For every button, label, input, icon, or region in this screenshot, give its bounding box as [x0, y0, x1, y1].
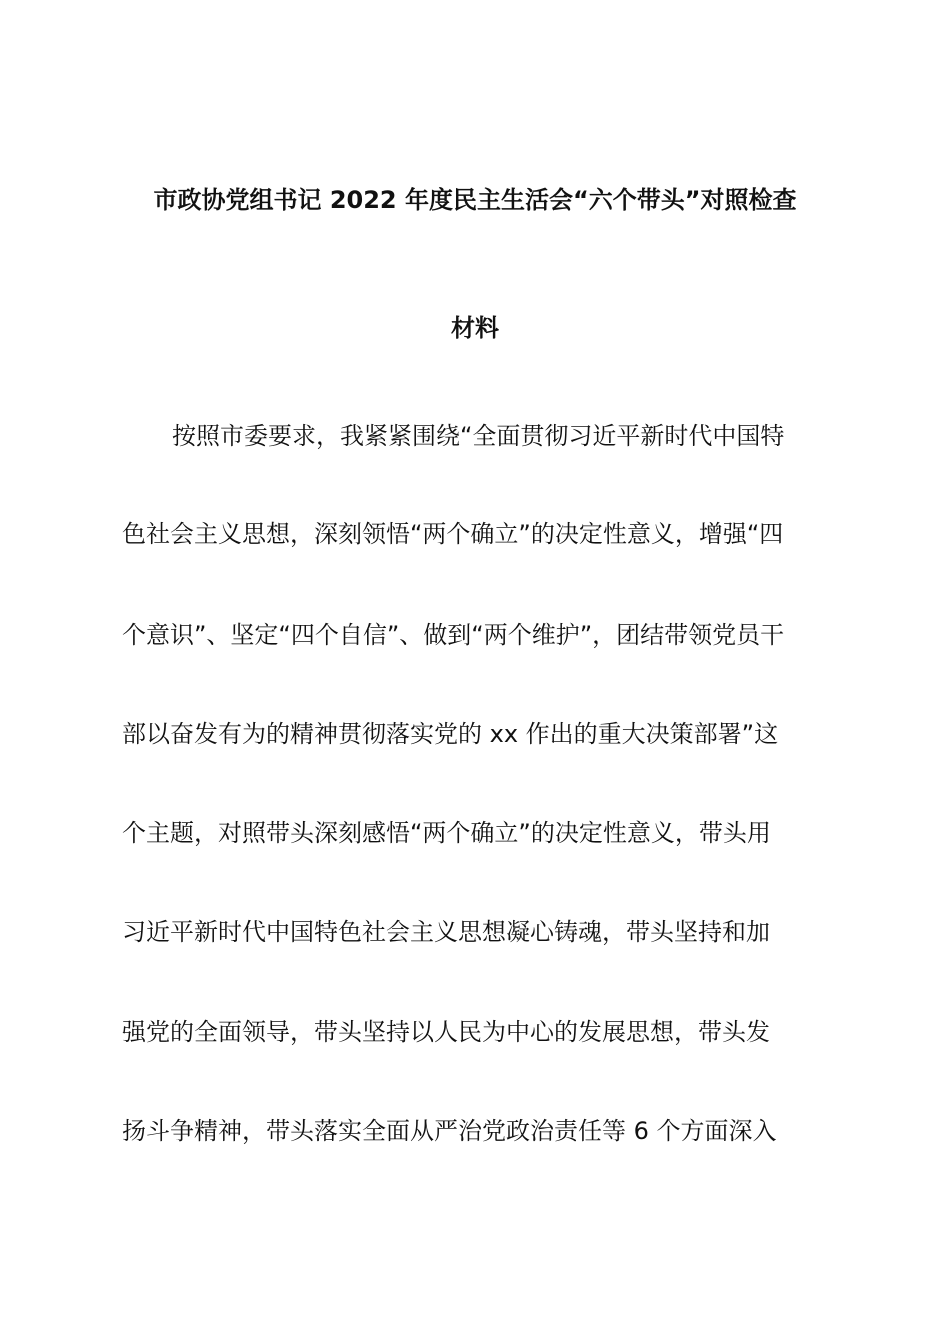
paragraph-line-5: 个主题，对照带头深刻感悟“两个确立”的决定性意义，带头用 [122, 819, 771, 847]
document-title-line-2: 材料 [451, 314, 499, 342]
paragraph-line-7: 强党的全面领导，带头坚持以人民为中心的发展思想，带头发 [122, 1018, 770, 1046]
document-title-line-1: 市政协党组书记 2022 年度民主生活会“六个带头”对照检查 [153, 186, 797, 214]
paragraph-line-1: 按照市委要求，我紧紧围绕“全面贯彻习近平新时代中国特 [172, 422, 785, 450]
paragraph-line-6: 习近平新时代中国特色社会主义思想凝心铸魂，带头坚持和加 [122, 918, 770, 946]
paragraph-line-3: 个意识”、坚定“四个自信”、做到“两个维护”，团结带领党员干 [122, 621, 785, 649]
paragraph-line-4: 部以奋发有为的精神贯彻落实党的 xx 作出的重大决策部署”这 [122, 720, 779, 748]
paragraph-line-8: 扬斗争精神，带头落实全面从严治党政治责任等 6 个方面深入 [122, 1117, 777, 1145]
paragraph-line-2: 色社会主义思想，深刻领悟“两个确立”的决定性意义，增强“四 [122, 520, 784, 548]
